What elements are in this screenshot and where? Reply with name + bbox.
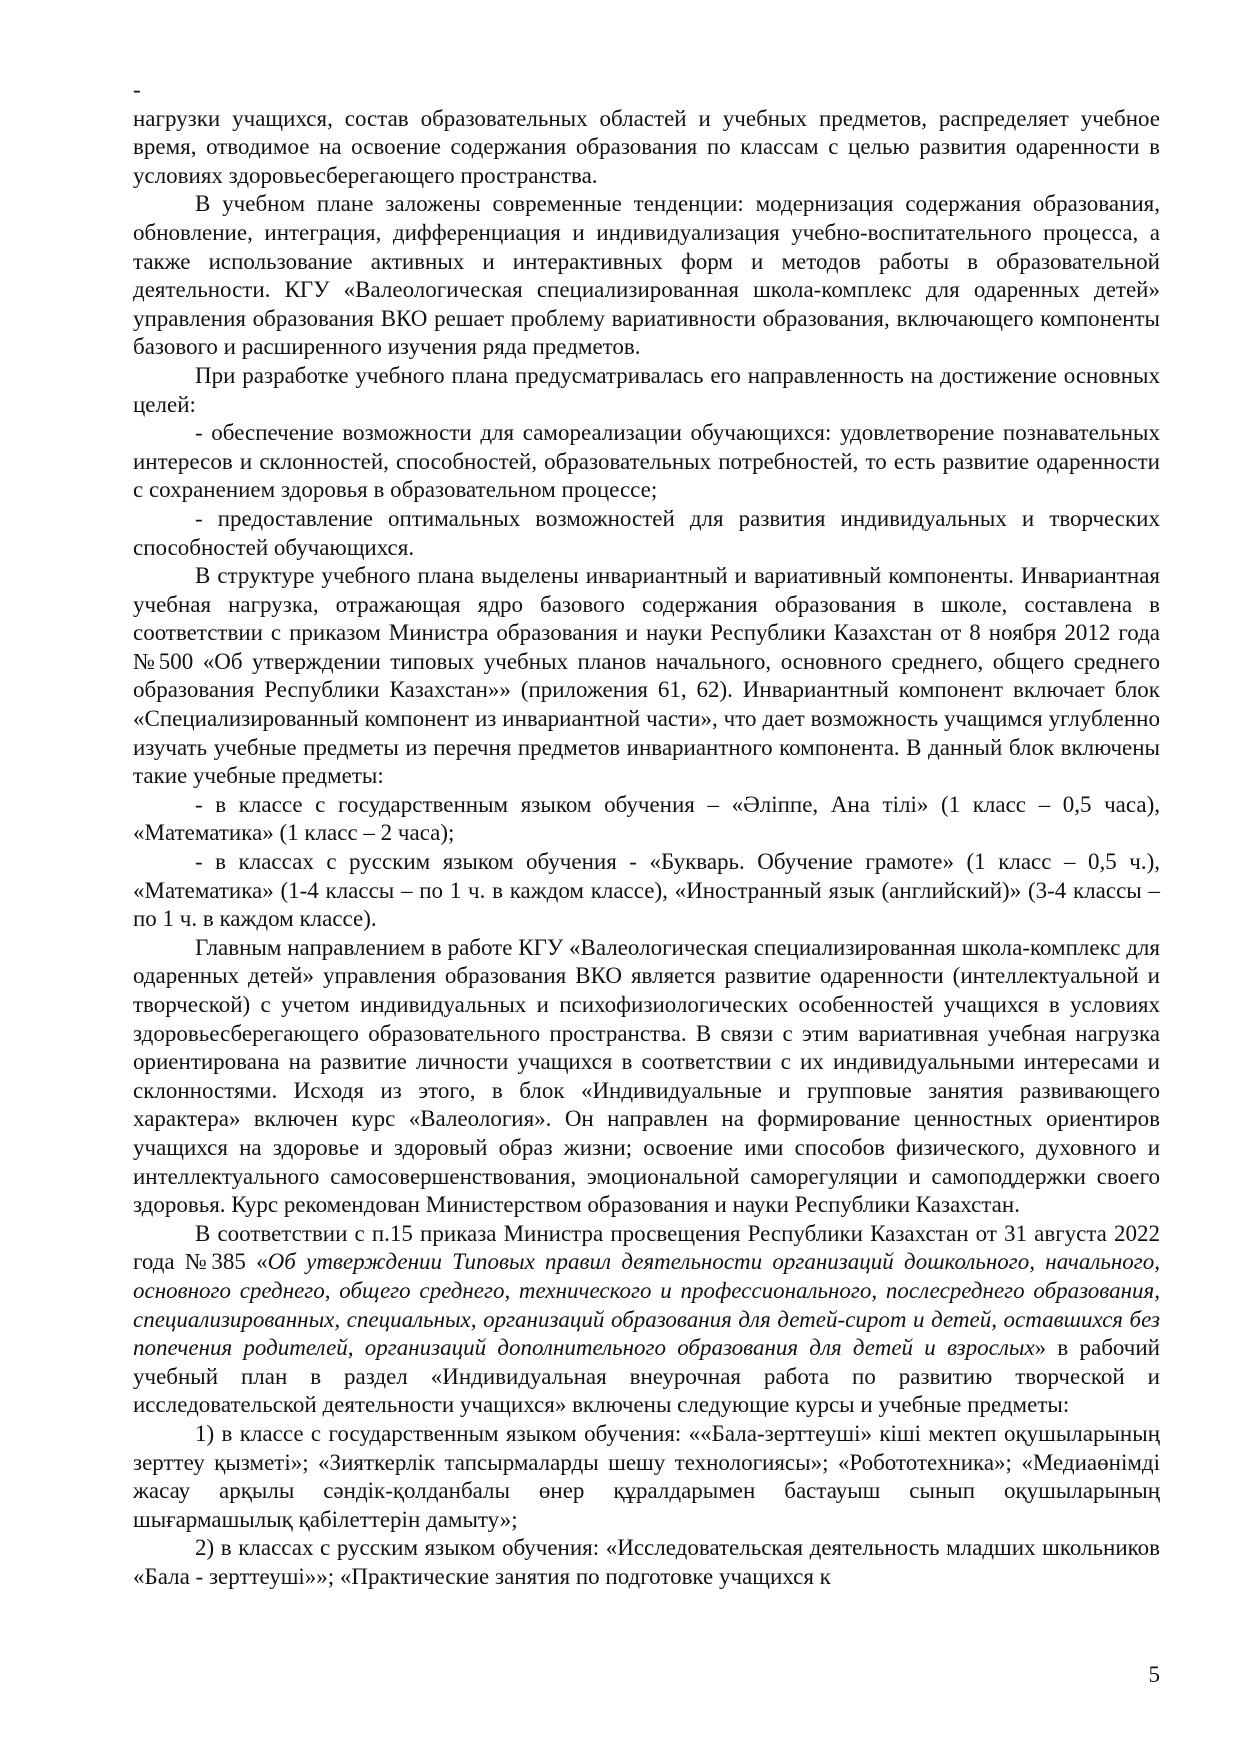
paragraph-goal-self-realization: - обеспечение возможности для самореализации обучающихся: удовлетворение познавательных интересов и склонностей, способностей, образовательных потребностей, то есть развитие одаренности с сохранением здоровья в образовательном процессе; bbox=[133, 420, 1160, 503]
order-385-intro: В соответствии с п.15 приказа Министра просвещения Республики Казахстан от 31 августа 2022 года №385 « bbox=[133, 1220, 1160, 1275]
paragraph-state-language-classes: - в классе с государственным языком обучения – «Әліппе, Ана тілі» (1 класс – 0,5 часа), «Математика» (1 класс – 2 часа); bbox=[133, 791, 1160, 846]
paragraph-modern-trends: В учебном плане заложены современные тенденции: модернизация содержания образования, обновление, интеграция, дифференциация и индивидуализация учебно-воспитательного процесса, а также использование активных и интерактивных форм и методов работы в образовательной деятельности. КГУ «Валеологическая специализированная школа-комплекс для одаренных детей» управления образования ВКО решает проблему вариативности образования, включающего компоненты базового и расширенного изучения ряда предметов. bbox=[133, 191, 1160, 360]
paragraph-goal-creative-abilities: - предоставление оптимальных возможностей для развития индивидуальных и творческих способностей обучающихся. bbox=[133, 505, 1160, 560]
page-number: 5 bbox=[1148, 1662, 1160, 1687]
paragraph-order-385 bbox=[133, 1220, 1160, 1420]
order-385-title: Об утверждении Типовых правил деятельности организаций дошкольного, начального, основного среднего, общего среднего, технического и профессионального, послесреднего образования, специализированных, специальных, организаций образования для детей-сирот и детей, оставшихся без попечения родителей, организаций дополнительного образования для детей и взрослых bbox=[133, 1249, 1160, 1361]
paragraph-main-goals: При разработке учебного плана предусматривалась его направленность на достижение основных целей: bbox=[133, 362, 1160, 417]
paragraph-courses-state-language: 1) в классе с государственным языком обучения: ««Бала-зерттеуші» кіші мектеп оқушыларының зерттеу қызметі»; «Зияткерлік тапсырмаларды шешу технологиясы»; «Робототехника»; «Медиаөнімді жасау арқылы сәндік-қолданбалы өнер құралдарымен бастауыш сынып оқушыларының шығармашылық қабілеттерін дамыту»; bbox=[133, 1420, 1160, 1532]
paragraph-main-direction: Главным направлением в работе КГУ «Валеологическая специализированная школа-комплекс для одаренных детей» управления образования ВКО является развитие одаренности (интеллектуальной и творческой) с учетом индивидуальных и психофизиологических особенностей учащихся в условиях здоровьесберегающего образовательного пространства. В связи с этим вариативная учебная нагрузка ориентирована на развитие личности учащихся в соответствии с их индивидуальными интересами и склонностями. Исходя из этого, в блок «Индивидуальные и групповые занятия развивающего характера» включен курс «Валеология». Он направлен на формирование ценностных ориентиров учащихся на здоровье и здоровый образ жизни; освоение ими способов физического, духовного и интеллектуального самосовершенствования, эмоциональной саморегуляции и самоподдержки своего здоровья. Курс рекомендован Министерством образования и науки Республики Казахстан. bbox=[133, 934, 1160, 1218]
document-page bbox=[133, 76, 1160, 1591]
paragraph-russian-language-classes: - в классах с русским языком обучения - «Букварь. Обучение грамоте» (1 класс – 0,5 ч.), «Математика» (1-4 классы – по 1 ч. в каждом классе), «Иностранный язык (английский)» (3-4 классы – по 1 ч. в каждом классе). bbox=[133, 849, 1160, 932]
paragraph-courses-russian-language: 2) в классах с русским языком обучения: «Исследовательская деятельность младших школьников «Бала - зерттеуші»»; «Практические занятия по подготовке учащихся к bbox=[133, 1535, 1160, 1589]
top-mark: - bbox=[133, 77, 141, 102]
paragraph-load-distribution: нагрузки учащихся, состав образовательных областей и учебных предметов, распределяет учебное время, отводимое на освоение содержания образования по классам с целью развития одаренности в условиях здоровьесберегающего пространства. bbox=[133, 105, 1160, 188]
order-385-continuation: » в рабочий учебный план в раздел «Индивидуальная внеурочная работа по развитию творческой и исследовательской деятельности учащихся» включены следующие курсы и учебные предметы: bbox=[133, 1335, 1160, 1418]
paragraph-plan-structure: В структуре учебного плана выделены инвариантный и вариативный компоненты. Инвариантная учебная нагрузка, отражающая ядро базового содержания образования в школе, составлена в соответствии с приказом Министра образования и науки Республики Казахстан от 8 ноября 2012 года №500 «Об утверждении типовых учебных планов начального, основного среднего, общего среднего образования Республики Казахстан»» (приложения 61, 62). Инвариантный компонент включает блок «Специализированный компонент из инвариантной части», что дает возможность учащимся углубленно изучать учебные предметы из перечня предметов инвариантного компонента. В данный блок включены такие учебные предметы: bbox=[133, 563, 1160, 789]
